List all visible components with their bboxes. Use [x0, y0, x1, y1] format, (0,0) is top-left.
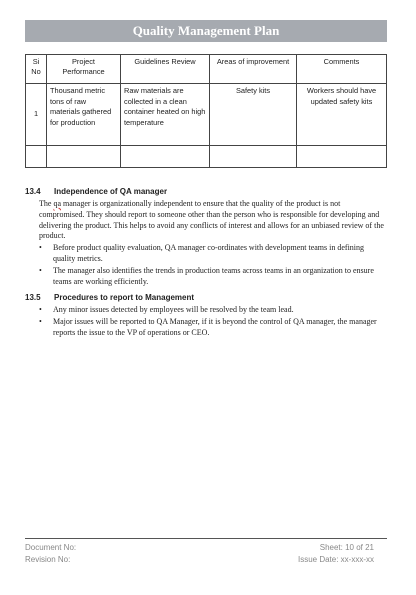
- table-row: [26, 84, 387, 146]
- footer-document-no: Document No:: [25, 543, 77, 552]
- table-cell-si-no: 1: [26, 84, 47, 146]
- column-header-project-performance: Project Performance: [47, 55, 121, 84]
- table-row: [26, 146, 387, 168]
- bullet-icon: •: [39, 265, 42, 275]
- section-procedures-to-report: [25, 292, 387, 339]
- list-item-text: Any minor issues detected by employees will be resolved by the team lead.: [53, 305, 294, 314]
- footer-revision-no: Revision No:: [25, 555, 71, 564]
- list-item-text: Major issues will be reported to QA Manager, if it is beyond the control of QA manager, the manager reports the issue to the VP of operations or CEO.: [53, 316, 377, 337]
- section-number: 13.4: [25, 187, 41, 196]
- bullet-list: [25, 305, 387, 338]
- bullet-icon: •: [39, 305, 42, 314]
- section-paragraph: [25, 199, 387, 242]
- table-cell-project-performance: [47, 146, 121, 168]
- page-title: Quality Management Plan: [132, 23, 280, 38]
- paragraph-text-misspelled: qa: [53, 199, 61, 208]
- table-cell-project-performance: Thousand metric tons of raw materials gathered for production: [47, 84, 121, 146]
- quality-plan-table: [25, 54, 387, 168]
- table-cell-areas-of-improvement: Safety kits: [210, 84, 297, 146]
- section-heading: [25, 186, 387, 197]
- footer-sheet: Sheet: 10 of 21: [319, 543, 374, 552]
- table-header-row: [26, 55, 387, 84]
- bullet-icon: •: [39, 243, 42, 253]
- section-title: Independence of QA manager: [54, 187, 168, 196]
- column-header-areas-of-improvement: Areas of improvement: [210, 55, 297, 84]
- bullet-icon: •: [39, 316, 42, 326]
- page-title-banner: [25, 20, 387, 42]
- bullet-list: [25, 243, 387, 287]
- section-heading: [25, 292, 387, 303]
- footer-divider: [25, 538, 387, 539]
- table-cell-comments: Workers should have updated safety kits: [297, 84, 387, 146]
- table-cell-comments: [297, 146, 387, 168]
- section-number: 13.5: [25, 293, 41, 302]
- table-cell-areas-of-improvement: [210, 146, 297, 168]
- list-item-text: The manager also identifies the trends in production teams across teams in an organization to ensure teams are working efficiently.: [53, 265, 374, 286]
- column-header-comments: Comments: [297, 55, 387, 84]
- section-title: Procedures to report to Management: [54, 293, 195, 302]
- paragraph-text: manager is organizationally independent to ensure that the quality of the product is not compromised. They should report to someone other than the person who is responsible for developing and delivering the product. This helps to avoid any conflicts of interest and allows for an unbiased review of the product.: [39, 199, 384, 241]
- table-cell-guidelines-review: Raw materials are collected in a clean container heated on high temperature: [121, 84, 210, 146]
- table-cell-guidelines-review: [121, 146, 210, 168]
- list-item: [25, 266, 387, 288]
- list-item-text: Before product quality evaluation, QA manager co-ordinates with development teams in defining quality metrics.: [53, 243, 365, 263]
- column-header-si-no: Si No: [26, 55, 47, 84]
- footer-issue-date: Issue Date: xx-xxx-xx: [297, 555, 374, 564]
- paragraph-text: The: [39, 199, 54, 208]
- column-header-guidelines-review: Guidelines Review: [121, 55, 210, 84]
- section-independence-of-qa-manager: [25, 186, 387, 288]
- list-item: [25, 243, 387, 265]
- list-item: [25, 317, 387, 339]
- list-item: [25, 305, 387, 316]
- table-cell-si-no: [26, 146, 47, 168]
